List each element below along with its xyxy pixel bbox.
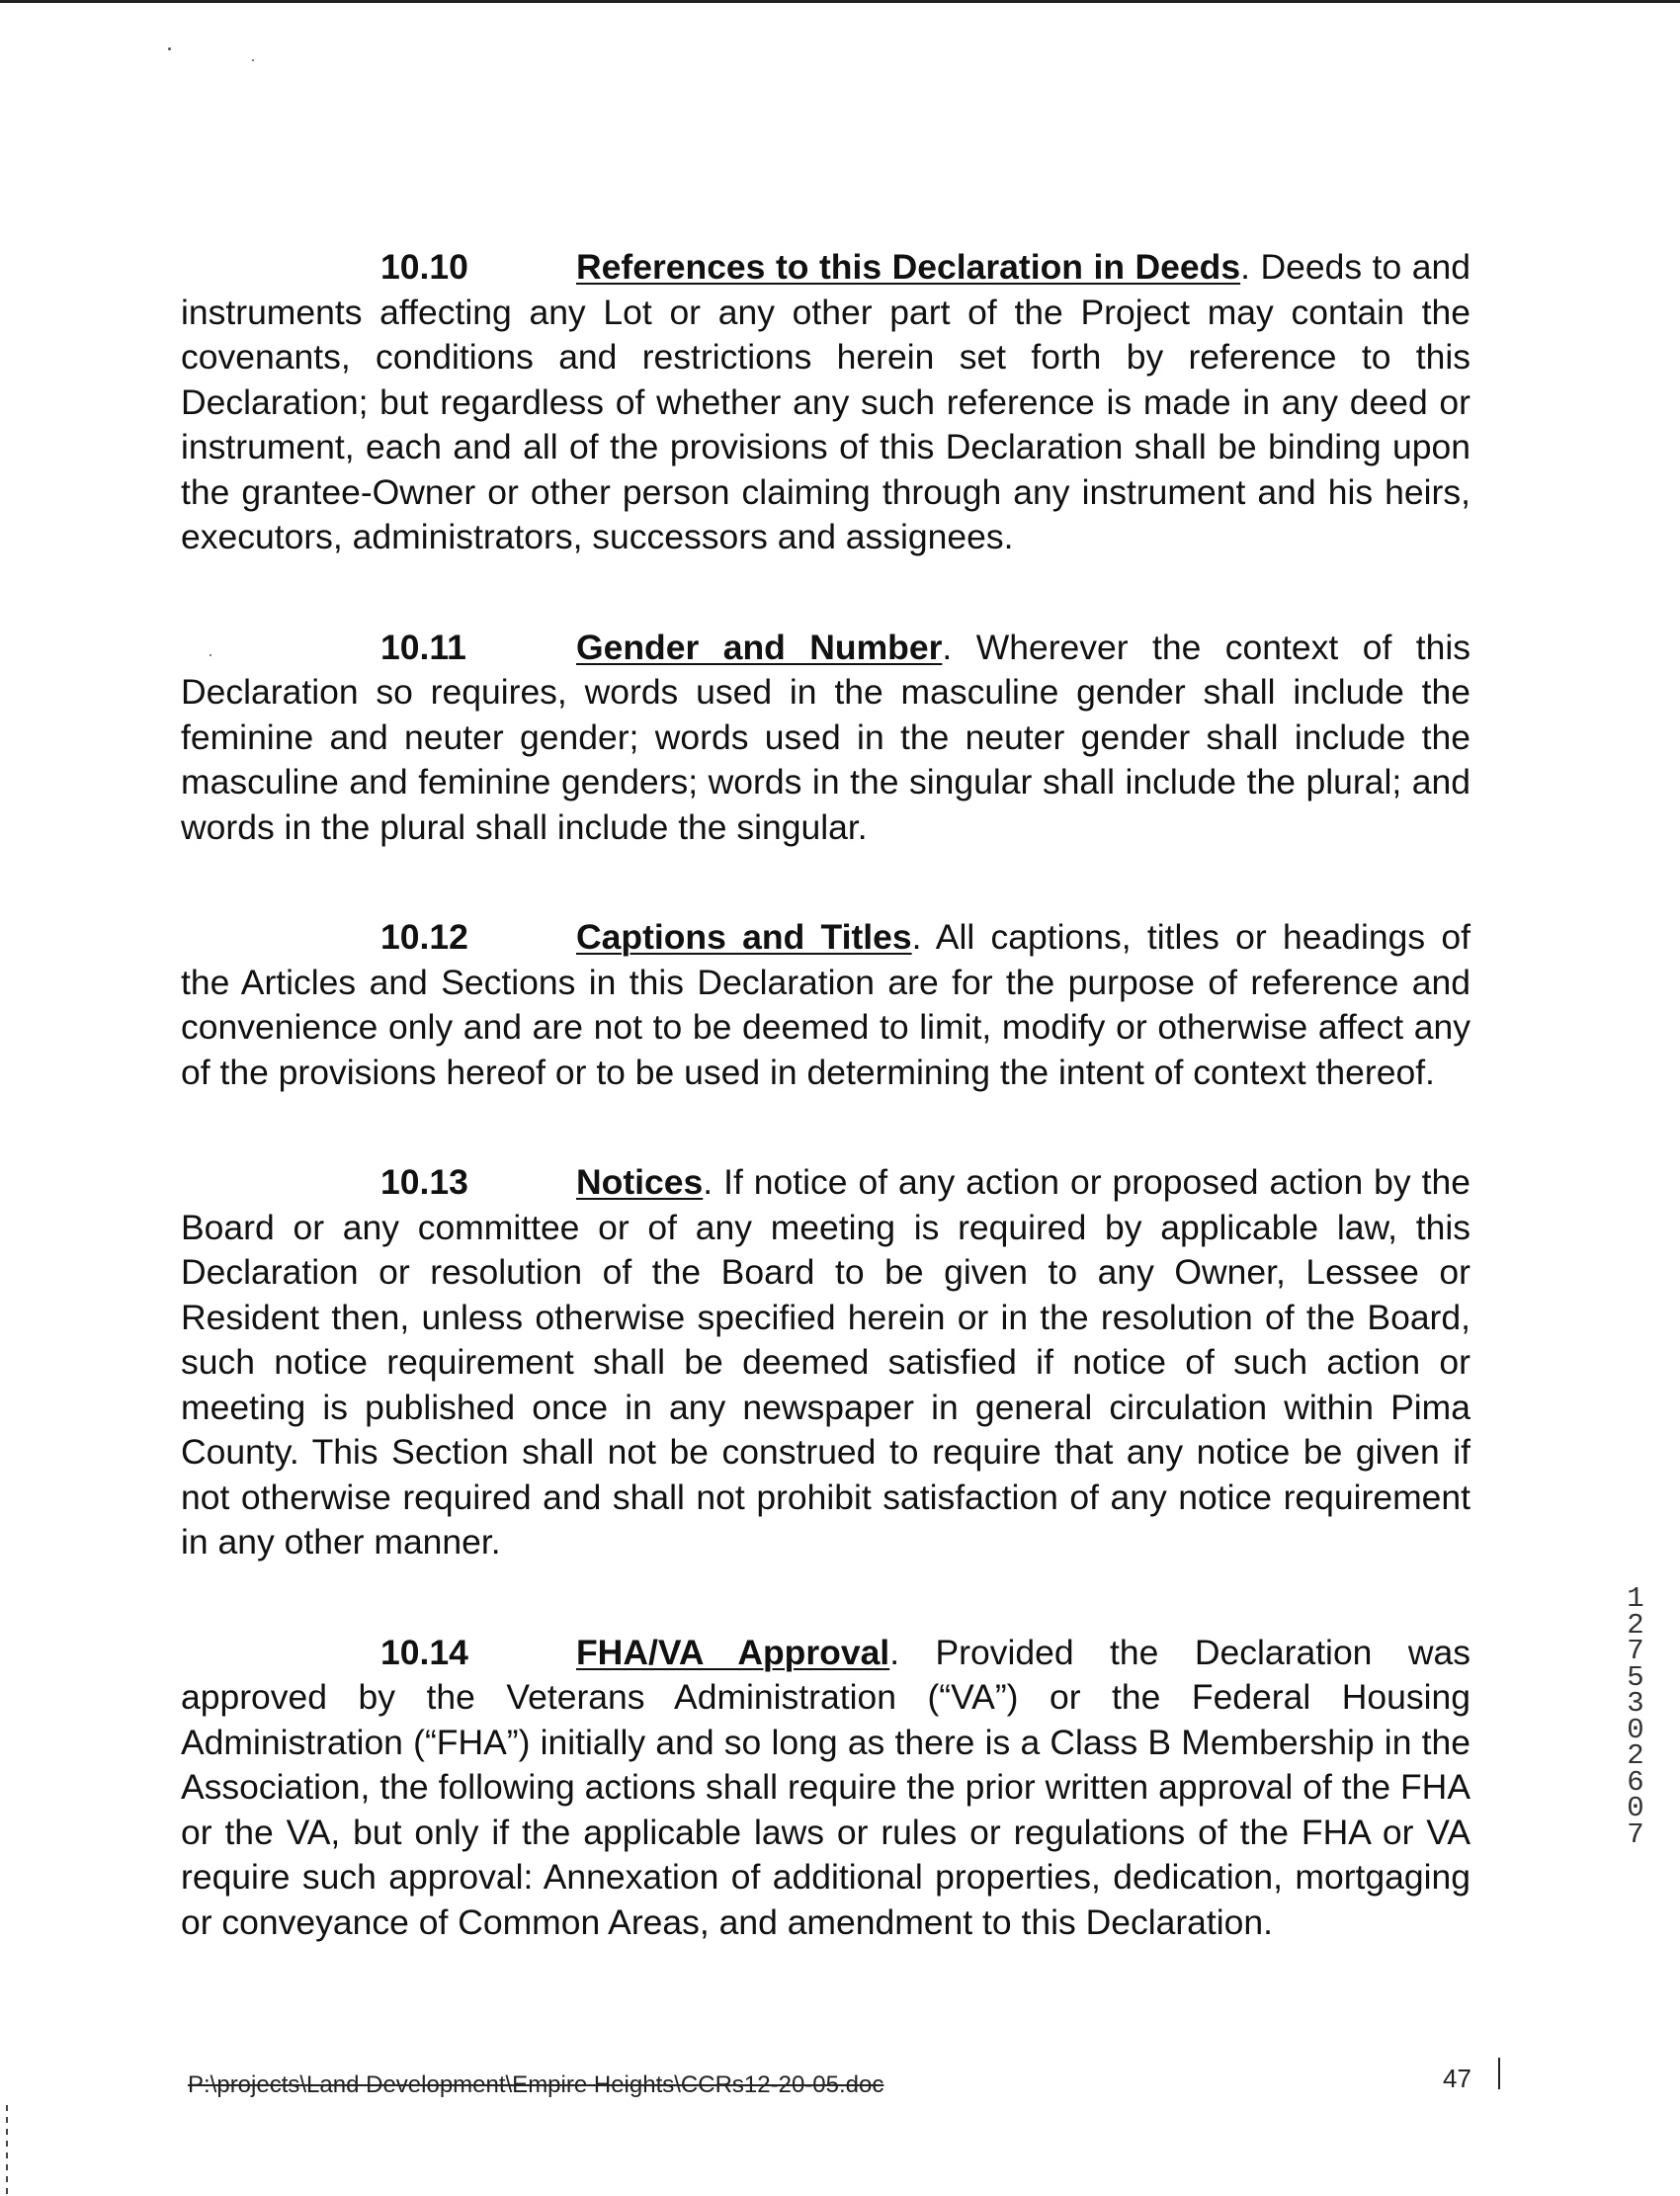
- section-10-11: [181, 626, 1470, 851]
- page-margin-mark: [1498, 2058, 1500, 2089]
- scan-speck: [252, 59, 254, 61]
- section-number: 10.12: [380, 917, 468, 957]
- document-page: [181, 245, 1470, 1945]
- section-body: . Wherever the context of this Declaration so requires, words used in the masculine gender shall include the feminine and neuter gender; words used in the neuter gender shall include the masculine and feminine genders; words in the singular shall include the plural; and words in the plural shall include the singular.: [181, 627, 1470, 847]
- section-heading: FHA/VA Approval: [576, 1632, 890, 1672]
- section-body: . All captions, titles or headings of the Articles and Sections in this Declaration are for the purpose of reference and convenience only and are not to be deemed to limit, modify or otherwise affect any of the provisions hereof or to be used in determining the intent of context thereof.: [181, 917, 1471, 1092]
- scan-top-border: [0, 0, 1680, 3]
- section-heading: Gender and Number: [576, 627, 943, 667]
- section-heading: References to this Declaration in Deeds: [576, 247, 1241, 287]
- section-10-12: [181, 915, 1470, 1095]
- section-body: . Provided the Declaration was approved by the Veterans Administration (“VA”) or the Federal Housing Administration (“FHA”) initially and so long as there is a Class B Membership in the Association, the following actions shall require the prior written approval of the FHA or the VA, but only if the applicable laws or rules or regulations of the FHA or VA require such approval: Annexation of additional properties, dedication, mortgaging or conveyance of Common Areas, and amendment to this Declaration.: [181, 1632, 1471, 1942]
- section-10-13: [181, 1160, 1470, 1565]
- section-body: . Deeds to and instruments affecting any Lot or any other part of the Project may contain the covenants, conditions and restrictions herein set forth by reference to this Declaration; but regardless of whether any such reference is made in any deed or instrument, each and all of the provisions of this Declaration shall be binding upon the grantee-Owner or other person claiming through any instrument and his heirs, executors, administrators, successors and assignees.: [181, 247, 1470, 556]
- footer-file-path: P:\projects\Land Development\Empire Heights\CCRs12-20-05.doc: [188, 2071, 884, 2098]
- section-number: 10.13: [380, 1162, 468, 1202]
- section-heading: Captions and Titles: [576, 917, 912, 957]
- scan-speck: [168, 47, 171, 50]
- section-number: 10.10: [380, 247, 468, 287]
- section-number: 10.11: [380, 627, 466, 667]
- page-number: 47: [1443, 2064, 1471, 2093]
- section-body: . If notice of any action or proposed action by the Board or any committee or of any meeting is required by applicable law, this Declaration or resolution of the Board to be given to any Owner, Lessee or Resident then, unless otherwise specified herein or in the resolution of the Board, such notice requirement shall be deemed satisfied if notice of such action or meeting is published once in any newspaper in general circulation within Pima County. This Section shall not be construed to require that any notice be given if not otherwise required and shall not prohibit satisfaction of any notice requirement in any other manner.: [181, 1162, 1470, 1562]
- section-10-14: [181, 1631, 1470, 1946]
- recording-stamp: 12753 02607: [1627, 1582, 1644, 1851]
- section-number: 10.14: [380, 1632, 468, 1672]
- section-heading: Notices: [576, 1162, 704, 1202]
- scan-edge-artifact: [6, 2105, 8, 2196]
- section-10-10: [181, 245, 1470, 560]
